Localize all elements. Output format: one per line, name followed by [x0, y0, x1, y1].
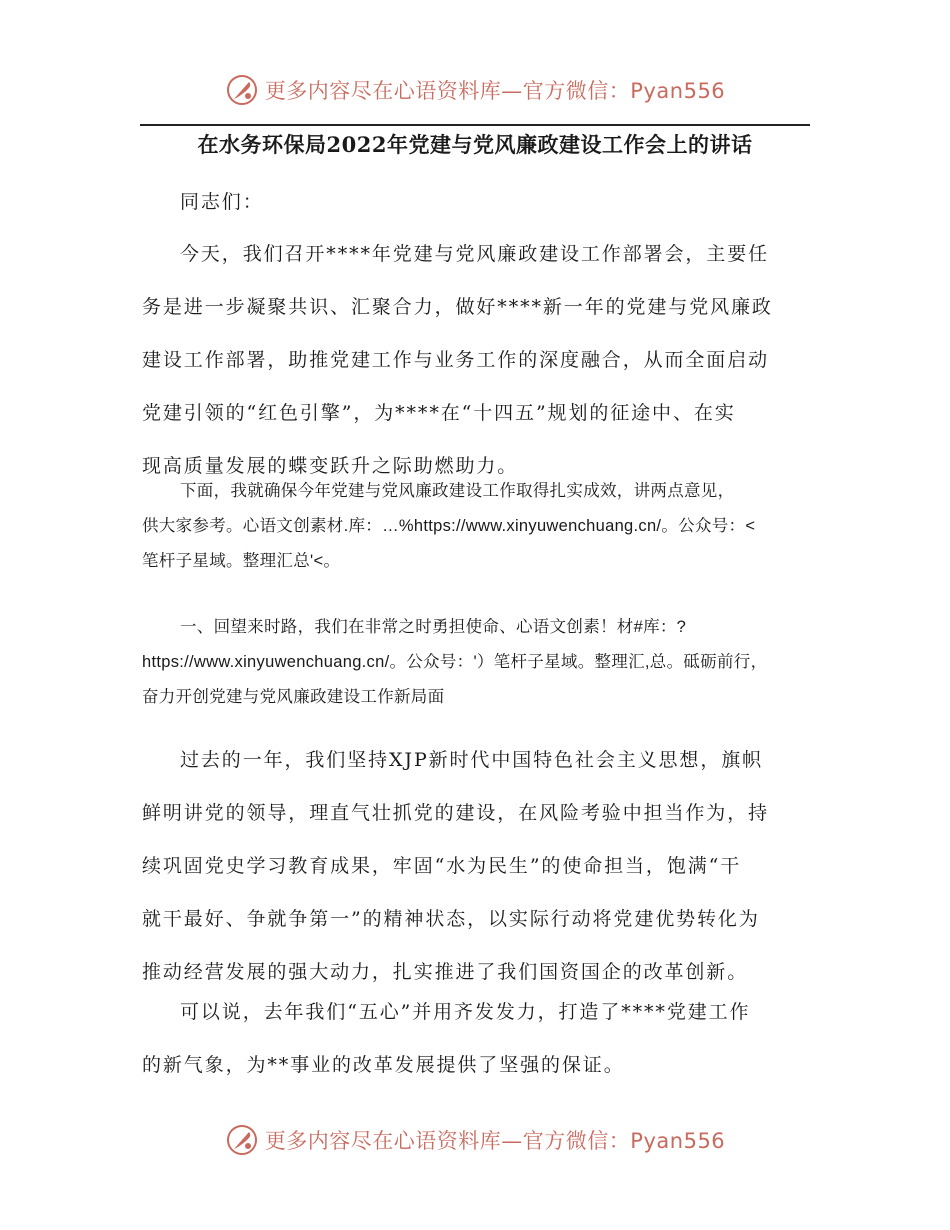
- text-line: 可以说，去年我们“五心”并用齐发发力，打造了****党建工作: [180, 1001, 751, 1023]
- text-line: 建设工作部署，助推党建工作与业务工作的深度融合，从而全面启动: [142, 349, 770, 371]
- text-line: 推动经营发展的强大动力，扎实推进了我们国资国企的改革创新。: [142, 961, 749, 983]
- footer-watermark-banner: [0, 1118, 950, 1162]
- salutation-text: 同志们：: [180, 191, 264, 213]
- banner-text: 更多内容尽在心语资料库—官方微信：Pyan556: [264, 79, 726, 103]
- quill-logo-icon: [225, 1123, 259, 1157]
- text-line: 下面，我就确保今年党建与党风廉政建设工作取得扎实成效，讲两点意见，: [180, 482, 735, 500]
- banner-text: 更多内容尽在心语资料库—官方微信：Pyan556: [264, 1129, 726, 1153]
- header-watermark-banner: [0, 68, 950, 112]
- quill-logo-icon: [225, 73, 259, 107]
- text-line: 供大家参考。心语文创素材.库：…%https://www.xinyuwenchuang.cn/。公众号：<: [142, 517, 756, 535]
- text-line: 鲜明讲党的领导，理直气壮抓党的建设，在风险考验中担当作为，持: [142, 802, 770, 824]
- title-divider: [140, 124, 810, 126]
- text-line: 就干最好、争就争第一”的精神状态，以实际行动将党建优势转化为: [142, 908, 760, 930]
- text-line: https://www.xinyuwenchuang.cn/。公众号：'）笔杆子星域。整理汇,总。砥砺前行，: [142, 653, 768, 671]
- text-line: 续巩固党史学习教育成果，牢固“水为民生”的使命担当，饱满“干: [142, 855, 742, 877]
- paragraph-3-heading: [142, 610, 810, 715]
- text-line: 奋力开创党建与党风廉政建设工作新局面: [142, 688, 445, 706]
- text-line: 务是进一步凝聚共识、汇聚合力，做好****新一年的党建与党风廉政: [142, 296, 773, 318]
- text-line: 的新气象，为**事业的改革发展提供了坚强的保证。: [142, 1054, 625, 1076]
- text-line: 过去的一年，我们坚持XJP新时代中国特色社会主义思想，旗帜: [180, 749, 764, 771]
- text-line: 今天，我们召开****年党建与党风廉政建设工作部署会，主要任: [180, 243, 770, 265]
- paragraph-5: [142, 986, 810, 1092]
- text-line: 现高质量发展的蝶变跃升之际助燃助力。: [142, 455, 519, 477]
- text-line: 一、回望来时路，我们在非常之时勇担使命、心语文创素！材#库：?: [180, 618, 687, 636]
- text-line: 笔杆子星域。整理汇总'<。: [142, 552, 341, 570]
- paragraph-1: [142, 228, 810, 493]
- paragraph-4: [142, 734, 810, 999]
- salutation: [142, 176, 810, 229]
- document-title: 在水务环保局2022年党建与党风廉政建设工作会上的讲话: [197, 132, 753, 157]
- paragraph-2: [142, 474, 810, 579]
- text-line: 党建引领的“红色引擎”，为****在“十四五”规划的征途中、在实: [142, 402, 736, 424]
